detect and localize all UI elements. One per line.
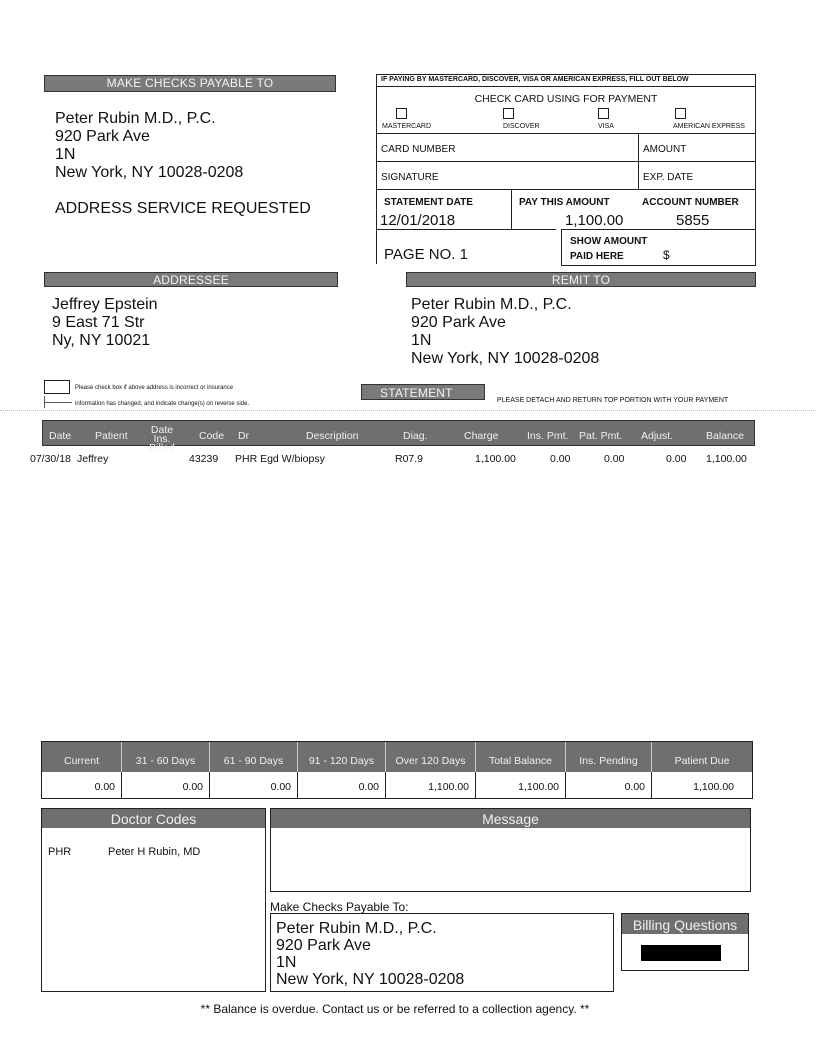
aging-total-value: 1,100.00 — [476, 772, 566, 798]
aging-patient-due-header: Patient Due — [674, 755, 730, 767]
payable-to-address — [55, 110, 243, 182]
message-header: Message — [271, 809, 750, 828]
discover-checkbox[interactable] — [503, 108, 514, 119]
aging-ins-pending-value: 0.00 — [566, 772, 652, 798]
address-change-note-1: Please check box if above address is incorrect or insurance — [75, 385, 234, 391]
account-number-label: ACCOUNT NUMBER — [642, 197, 739, 208]
col-pat-pmt: Pat. Pmt. — [579, 430, 623, 442]
payable-to-city: New York, NY 10028-0208 — [55, 164, 244, 181]
page-number: PAGE NO. 1 — [384, 246, 468, 263]
addressee-header: ADDRESSEE — [44, 272, 338, 287]
col-ins-pmt: Ins. Pmt. — [527, 430, 569, 442]
doctor-name: Peter H Rubin, MD — [108, 846, 201, 858]
remit-to-city: New York, NY 10028-0208 — [411, 350, 600, 367]
footer-payable-suite: 1N — [276, 954, 297, 971]
footer-payable-street: 920 Park Ave — [276, 937, 371, 954]
aging-91-120-header: 91 - 120 Days — [298, 742, 386, 772]
doctor-codes-header: Doctor Codes — [42, 809, 265, 828]
aging-91-120-value: 0.00 — [298, 772, 386, 798]
detach-note: PLEASE DETACH AND RETURN TOP PORTION WITH YOUR PAYMENT — [497, 397, 729, 404]
aging-over-120-header: Over 120 Days — [386, 742, 476, 772]
aging-current-value: 0.00 — [42, 772, 122, 798]
col-date-ins-line2: Billed — [149, 442, 175, 454]
discover-label: DISCOVER — [503, 123, 540, 130]
col-description: Description — [306, 430, 359, 442]
payable-to-suite: 1N — [55, 146, 76, 163]
remit-to-street: 920 Park Ave — [411, 314, 506, 331]
line-items-header — [42, 420, 755, 454]
address-change-checkbox[interactable] — [44, 380, 70, 394]
addressee-name: Jeffrey Epstein — [52, 296, 158, 313]
row-code: 43239 — [189, 453, 219, 465]
exp-date-label: EXP. DATE — [643, 172, 694, 183]
aging-summary — [41, 741, 753, 799]
row-pat-pmt: 0.00 — [604, 453, 625, 465]
amex-label: AMERICAN EXPRESS — [673, 123, 745, 130]
addressee-street: 9 East 71 Str — [52, 314, 145, 331]
aging-patient-due-value: 1,100.00 — [693, 781, 734, 793]
currency-symbol: $ — [663, 248, 670, 262]
mastercard-label: MASTERCARD — [382, 123, 432, 130]
show-amount-label: SHOW AMOUNT — [570, 236, 648, 247]
col-dr: Dr — [238, 430, 250, 442]
aging-61-90-header: 61 - 90 Days — [210, 742, 298, 772]
aging-31-60-value: 0.00 — [122, 772, 210, 798]
card-number-label: CARD NUMBER — [381, 144, 456, 155]
row-balance: 1,100.00 — [706, 453, 747, 465]
doctor-code: PHR — [48, 846, 72, 858]
amount-label: AMOUNT — [643, 144, 687, 155]
remit-to-name: Peter Rubin M.D., P.C. — [411, 296, 572, 313]
footer-payable-label: Make Checks Payable To: — [270, 900, 409, 914]
row-adjust: 0.00 — [666, 453, 687, 465]
aging-ins-pending-header: Ins. Pending — [566, 742, 652, 772]
addressee-address — [52, 296, 158, 350]
doctor-code-item — [48, 846, 201, 858]
row-charge: 1,100.00 — [475, 453, 516, 465]
col-charge: Charge — [464, 430, 499, 442]
row-date: 07/30/18 — [30, 453, 71, 465]
statement-date-label: STATEMENT DATE — [384, 197, 473, 208]
col-date: Date — [49, 430, 72, 442]
addressee-city: Ny, NY 10021 — [52, 332, 151, 349]
address-service-note: ADDRESS SERVICE REQUESTED — [55, 200, 311, 217]
aging-31-60-header: 31 - 60 Days — [122, 742, 210, 772]
footer-payable-city: New York, NY 10028-0208 — [276, 971, 465, 988]
col-patient: Patient — [95, 430, 128, 442]
signature-label: SIGNATURE — [381, 172, 439, 183]
statement-date-value: 12/01/2018 — [380, 212, 456, 229]
footer-payable-address — [276, 920, 464, 988]
amex-checkbox[interactable] — [675, 108, 686, 119]
row-description: PHR Egd W/biopsy — [235, 453, 325, 465]
col-balance: Balance — [706, 430, 744, 442]
overdue-notice: ** Balance is overdue. Contact us or be referred to a collection agency. ** — [200, 1002, 590, 1016]
mastercard-checkbox[interactable] — [396, 108, 407, 119]
remit-to-header: REMIT TO — [406, 272, 756, 287]
remit-to-suite: 1N — [411, 332, 432, 349]
paid-here-label: PAID HERE — [570, 251, 624, 262]
row-diag: R07.9 — [395, 453, 424, 465]
card-payment-header: IF PAYING BY MASTERCARD, DISCOVER, VISA OR AMERICAN EXPRESS, FILL OUT BELOW — [381, 76, 689, 83]
footer-payable-name: Peter Rubin M.D., P.C. — [276, 920, 437, 937]
statement-header: STATEMENT — [361, 384, 485, 400]
billing-questions-header: Billing Questions — [622, 914, 748, 934]
account-number-value: 5855 — [676, 212, 710, 229]
col-diag: Diag. — [403, 430, 428, 442]
visa-label: VISA — [598, 123, 614, 130]
check-card-label: CHECK CARD USING FOR PAYMENT — [474, 93, 658, 105]
aging-over-120-value: 1,100.00 — [386, 772, 476, 798]
payable-to-name: Peter Rubin M.D., P.C. — [55, 110, 216, 127]
col-code: Code — [199, 430, 225, 442]
table-row — [30, 453, 770, 469]
col-date-ins — [143, 426, 181, 452]
redacted-phone — [641, 945, 721, 961]
col-adjust: Adjust. — [641, 430, 674, 442]
aging-total-header: Total Balance — [476, 742, 566, 772]
payable-to-street: 920 Park Ave — [55, 128, 150, 145]
address-change-note-2: information has changed, and indicate change(s) on reverse side. — [75, 401, 250, 407]
payable-to-header: MAKE CHECKS PAYABLE TO — [44, 75, 336, 92]
pay-amount-label: PAY THIS AMOUNT — [519, 197, 610, 208]
row-ins-pmt: 0.00 — [550, 453, 571, 465]
pay-amount-value: 1,100.00 — [565, 212, 624, 229]
aging-61-90-value: 0.00 — [210, 772, 298, 798]
doctor-codes-box — [41, 808, 266, 992]
visa-checkbox[interactable] — [598, 108, 609, 119]
col-date-ins-line1: Date Ins. — [150, 424, 174, 445]
remit-to-address — [411, 296, 599, 368]
row-patient: Jeffrey — [77, 453, 109, 465]
aging-current-header: Current — [42, 742, 122, 772]
